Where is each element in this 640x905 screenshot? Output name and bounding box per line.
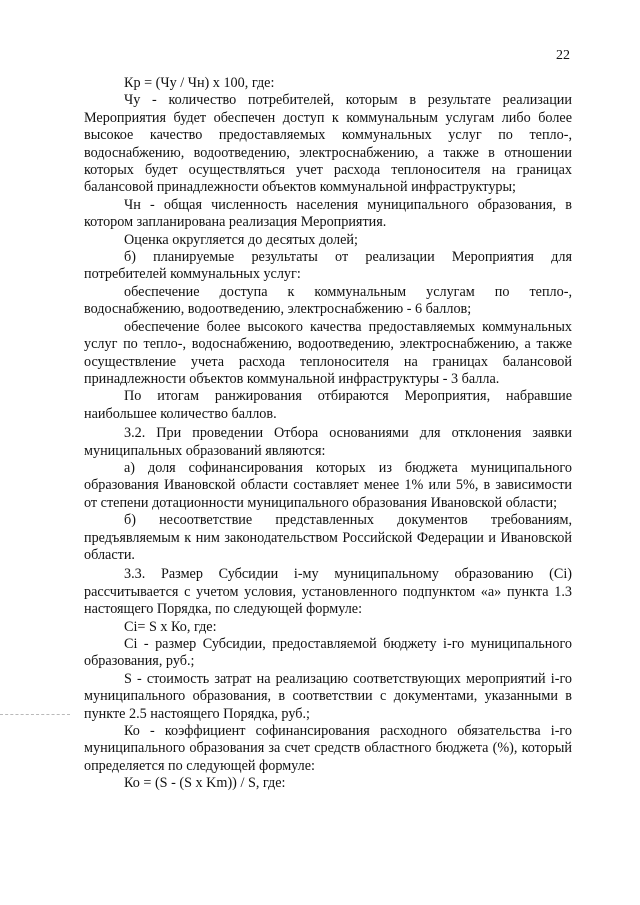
ranking-note: По итогам ранжирования отбираются Мероприятия, набравшие наибольшее количество баллов. (84, 388, 572, 422)
rounding-note: Оценка округляется до десятых долей; (124, 231, 358, 248)
section-3-2-b: б) несоответствие представленных документов требованиям, предъявляемым к ним законодательством Российской Федерации и Ивановской области. (84, 512, 572, 563)
section-3-3: 3.3. Размер Субсидии i-му муниципальному образованию (Ci) рассчитывается с учетом условия, установленного подпунктом «а» пункта 1.3 настоящего Порядка, по следующей формуле: (84, 566, 572, 618)
formula-kr: Кр = (Чу / Чн) х 100, где: (124, 75, 275, 91)
definition-s: S - стоимость затрат на реализацию соответствующих мероприятий i-го муниципального образования, в соответствии с документами, указанными в пункте 2.5 настоящего Порядка, руб.; (84, 670, 572, 722)
document-body (84, 75, 572, 793)
definition-ko: Ко - коэффициент софинансирования расходного обязательства i-го муниципального образования за счет средств областного бюджета (%), который определяется по следующей формуле: (84, 723, 572, 774)
formula-ko: Ко = (S - (S x Km)) / S, где: (124, 775, 286, 792)
formula-ci: Ci= S x Ко, где: (124, 618, 217, 635)
access-points: обеспечение доступа к коммунальным услугам по тепло-, водоснабжению, водоотведению, электроснабжению - 6 баллов; (84, 283, 572, 318)
scan-margin-mark (0, 714, 70, 716)
section-3-2-a: а) доля софинансирования которых из бюджета муниципального образования Ивановской области составляет менее 1% или 5%, в зависимости от степени дотационности муниципального образования Ивановской области; (84, 459, 572, 511)
definition-chn: Чн - общая численность населения муниципального образования, в котором запланирована реализация Мероприятия. (84, 196, 572, 231)
item-b-results: б) планируемые результаты от реализации Мероприятия для потребителей коммунальных услуг: (84, 249, 572, 283)
definition-ci: Ci - размер Субсидии, предоставляемой бюджету i-го муниципального образования, руб.; (84, 636, 572, 670)
section-3-2: 3.2. При проведении Отбора основаниями для отклонения заявки муниципальных образований являются: (84, 425, 572, 459)
page-number: 22 (556, 48, 570, 63)
definition-chu: Чу - количество потребителей, которым в результате реализации Мероприятия будет обеспечен доступ к коммунальным услугам либо более высокое качество предоставляемых коммунальных услуг по тепло-, водоснабжению, водоотведению, электроснабжению, а также в отношении которых будет осуществляться учет расхода теплоносителя на границах балансовой принадлежности объектов коммунальной инфраструктуры; (84, 92, 572, 196)
quality-points: обеспечение более высокого качества предоставляемых коммунальных услуг по тепло-, водоснабжению, водоотведению, электроснабжению, а также осуществление учета расхода теплоносителя на границах балансовой принадлежности объектов коммунальной инфраструктуры - 3 балла. (84, 318, 572, 387)
